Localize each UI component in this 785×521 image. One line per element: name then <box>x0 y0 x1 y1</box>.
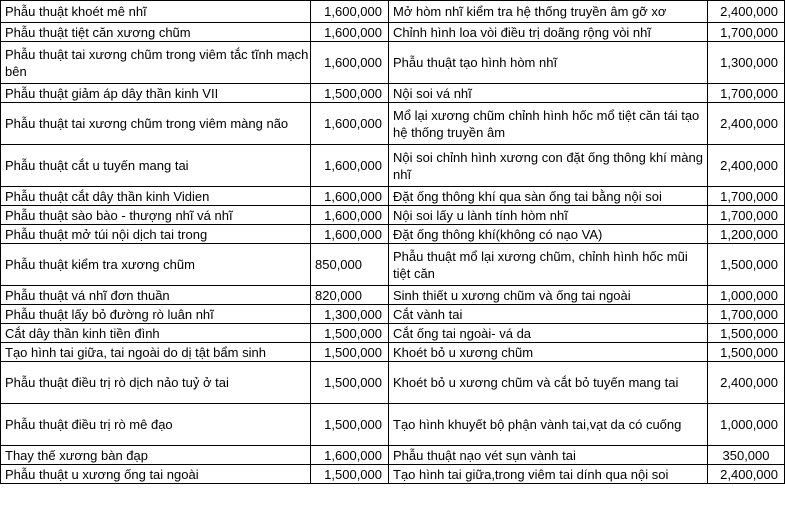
procedure-price-cell: 2,400,000 <box>708 362 785 404</box>
procedure-price-cell: 1,500,000 <box>708 324 785 343</box>
procedure-name-cell: Tạo hình tai giữa, tai ngoài do dị tật bẩm sinh <box>1 343 311 362</box>
procedure-price-cell: 1,000,000 <box>708 286 785 305</box>
procedure-price-cell: 820,000 <box>311 286 389 305</box>
procedure-price-cell: 1,500,000 <box>708 343 785 362</box>
procedure-name-cell: Phẫu thuật tiệt căn xương chũm <box>1 23 311 42</box>
procedure-name-cell: Khoét bỏ u xương chũm <box>389 343 708 362</box>
procedure-price-cell: 1,500,000 <box>708 244 785 286</box>
procedure-price-cell: 350,000 <box>708 446 785 465</box>
procedure-price-cell: 1,500,000 <box>311 404 389 446</box>
procedure-price-cell: 1,200,000 <box>708 225 785 244</box>
procedure-name-cell: Đặt ống thông khí qua sàn ống tai bằng nội soi <box>389 187 708 206</box>
procedure-name-cell: Nội soi chỉnh hình xương con đặt ống thông khí màng nhĩ <box>389 145 708 187</box>
procedure-name-cell: Mổ lại xương chũm chỉnh hình hốc mổ tiệt căn tái tạo hệ thống truyền âm <box>389 103 708 145</box>
procedure-name-cell: Phẫu thuật tai xương chũm trong viêm tắc tĩnh mạch bên <box>1 42 311 84</box>
table-row <box>1 103 785 145</box>
procedure-price-cell: 2,400,000 <box>708 145 785 187</box>
table-row <box>1 286 785 305</box>
table-row <box>1 187 785 206</box>
procedure-price-cell: 1,700,000 <box>708 84 785 103</box>
procedure-price-cell: 1,700,000 <box>708 305 785 324</box>
table-row <box>1 145 785 187</box>
procedure-price-cell: 1,000,000 <box>708 404 785 446</box>
procedure-price-cell: 1,600,000 <box>311 446 389 465</box>
procedure-name-cell: Cắt dây thần kinh tiền đình <box>1 324 311 343</box>
procedure-price-cell: 1,600,000 <box>311 145 389 187</box>
procedure-price-cell: 1,600,000 <box>311 1 389 23</box>
procedure-name-cell: Phẫu thuật khoét mê nhĩ <box>1 1 311 23</box>
table-row <box>1 362 785 404</box>
procedure-price-cell: 1,700,000 <box>708 23 785 42</box>
procedure-name-cell: Phẫu thuật tai xương chũm trong viêm màng não <box>1 103 311 145</box>
procedure-name-cell: Phẫu thuật sào bào - thượng nhĩ vá nhĩ <box>1 206 311 225</box>
procedure-name-cell: Phẫu thuật điều trị rò dịch nảo tuỷ ở tai <box>1 362 311 404</box>
procedure-price-cell: 1,300,000 <box>311 305 389 324</box>
table-row <box>1 446 785 465</box>
procedure-name-cell: Phẫu thuật mở túi nội dịch tai trong <box>1 225 311 244</box>
procedure-name-cell: Phẫu thuật tạo hình hòm nhĩ <box>389 42 708 84</box>
procedure-price-cell: 2,400,000 <box>708 103 785 145</box>
procedure-price-cell: 1,500,000 <box>311 324 389 343</box>
procedure-price-cell: 1,600,000 <box>311 206 389 225</box>
table-row <box>1 465 785 484</box>
procedure-name-cell: Thay thế xương bàn đạp <box>1 446 311 465</box>
procedure-price-cell: 1,700,000 <box>708 206 785 225</box>
procedure-name-cell: Chỉnh hình loa vòi điều trị doãng rộng vòi nhĩ <box>389 23 708 42</box>
table-body <box>1 1 785 484</box>
procedure-price-cell: 1,500,000 <box>311 343 389 362</box>
procedure-name-cell: Cắt ống tai ngoài- vá da <box>389 324 708 343</box>
procedure-price-cell: 2,400,000 <box>708 465 785 484</box>
table-row <box>1 343 785 362</box>
procedure-name-cell: Phẫu thuật cắt dây thần kinh Vidien <box>1 187 311 206</box>
procedure-name-cell: Phẫu thuật mổ lại xương chũm, chỉnh hình hốc mũi tiệt căn <box>389 244 708 286</box>
table-row <box>1 244 785 286</box>
procedure-name-cell: Phẫu thuật nạo vét sụn vành tai <box>389 446 708 465</box>
procedure-price-cell: 1,500,000 <box>311 362 389 404</box>
procedure-name-cell: Phẫu thuật điều trị rò mê đạo <box>1 404 311 446</box>
procedure-name-cell: Khoét bỏ u xương chũm và cắt bỏ tuyến mang tai <box>389 362 708 404</box>
table-row <box>1 42 785 84</box>
procedure-name-cell: Nội soi vá nhĩ <box>389 84 708 103</box>
procedure-name-cell: Mở hòm nhĩ kiểm tra hệ thống truyền âm gỡ xơ <box>389 1 708 23</box>
procedure-name-cell: Cắt vành tai <box>389 305 708 324</box>
procedure-price-cell: 1,600,000 <box>311 225 389 244</box>
procedure-price-cell: 1,300,000 <box>708 42 785 84</box>
procedure-price-cell: 1,500,000 <box>311 84 389 103</box>
procedure-price-cell: 2,400,000 <box>708 1 785 23</box>
procedure-name-cell: Sinh thiết u xương chũm và ống tai ngoài <box>389 286 708 305</box>
table-row <box>1 23 785 42</box>
procedure-name-cell: Phẫu thuật giảm áp dây thần kinh VII <box>1 84 311 103</box>
procedure-price-cell: 1,500,000 <box>311 465 389 484</box>
procedure-price-cell: 1,600,000 <box>311 23 389 42</box>
table-row <box>1 305 785 324</box>
procedure-name-cell: Đặt ống thông khí(không có nạo VA) <box>389 225 708 244</box>
procedure-name-cell: Phẫu thuật vá nhĩ đơn thuần <box>1 286 311 305</box>
procedure-name-cell: Phẫu thuật cắt u tuyến mang tai <box>1 145 311 187</box>
procedure-name-cell: Tạo hình khuyết bộ phận vành tai,vạt da có cuống <box>389 404 708 446</box>
procedure-name-cell: Phẫu thuật lấy bỏ đường rò luân nhĩ <box>1 305 311 324</box>
procedure-price-cell: 850,000 <box>311 244 389 286</box>
table-row <box>1 1 785 23</box>
procedure-name-cell: Phẫu thuật kiểm tra xương chũm <box>1 244 311 286</box>
table-row <box>1 404 785 446</box>
table-row <box>1 84 785 103</box>
procedure-price-cell: 1,600,000 <box>311 187 389 206</box>
table-row <box>1 324 785 343</box>
procedure-name-cell: Nội soi lấy u lành tính hòm nhĩ <box>389 206 708 225</box>
procedure-price-cell: 1,600,000 <box>311 42 389 84</box>
procedure-name-cell: Phẫu thuật u xương ống tai ngoài <box>1 465 311 484</box>
procedure-price-cell: 1,600,000 <box>311 103 389 145</box>
procedure-name-cell: Tạo hình tai giữa,trong viêm tai dính qua nội soi <box>389 465 708 484</box>
table-row <box>1 225 785 244</box>
table-row <box>1 206 785 225</box>
procedure-price-cell: 1,700,000 <box>708 187 785 206</box>
